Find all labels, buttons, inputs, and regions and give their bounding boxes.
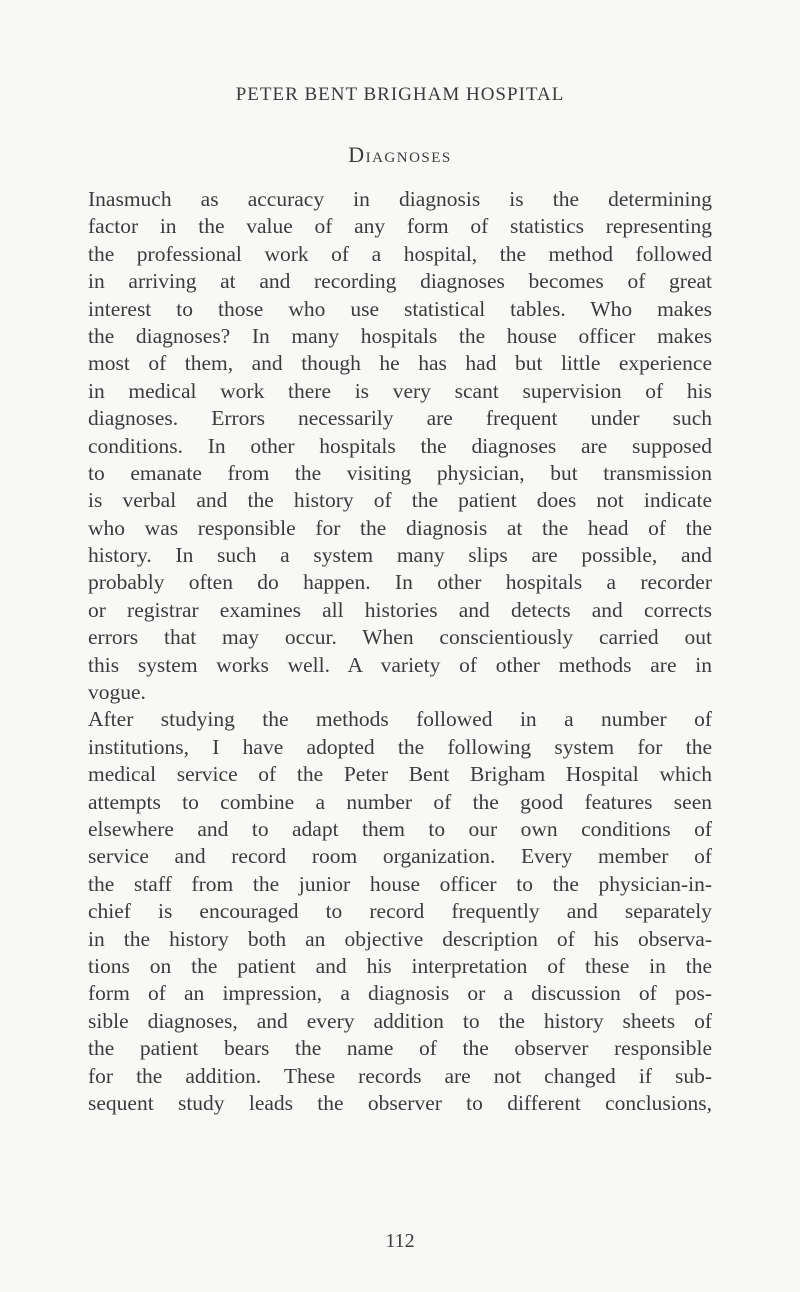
- text-line: After studying the methods followed in a number of: [88, 707, 712, 732]
- text-line: most of them, and though he has had but little experience: [88, 351, 712, 376]
- text-line: in arriving at and recording diagnoses becomes of great: [88, 269, 712, 294]
- text-line: in the history both an objective description of his observa-: [88, 926, 712, 951]
- text-line: is verbal and the history of the patient does not indicate: [88, 488, 712, 513]
- text-line: probably often do happen. In other hospitals a recorder: [88, 570, 712, 595]
- text-line: form of an impression, a diagnosis or a discussion of pos-: [88, 981, 712, 1006]
- text-line: for the addition. These records are not changed if sub-: [88, 1063, 712, 1088]
- text-line: this system works well. A variety of other methods are in: [88, 652, 712, 677]
- text-line: who was responsible for the diagnosis at the head of the: [88, 515, 712, 540]
- text-line: attempts to combine a number of the good features seen: [88, 789, 712, 814]
- text-line: errors that may occur. When conscientiously carried out: [88, 625, 712, 650]
- section-title: Diagnoses: [348, 142, 452, 167]
- text-line: interest to those who use statistical tables. Who makes: [88, 296, 712, 321]
- text-line: sequent study leads the observer to different conclusions,: [88, 1090, 712, 1115]
- text-line: the staff from the junior house officer to the physician-in-: [88, 871, 712, 896]
- text-line: factor in the value of any form of statistics representing: [88, 214, 712, 239]
- text-line: Inasmuch as accuracy in diagnosis is the determining: [88, 187, 712, 211]
- body-text: [88, 186, 712, 1117]
- text-line: elsewhere and to adapt them to our own conditions of: [88, 816, 712, 841]
- text-line: service and record room organization. Every member of: [88, 844, 712, 869]
- text-line: vogue.: [88, 680, 146, 705]
- text-line: tions on the patient and his interpretation of these in the: [88, 953, 712, 978]
- text-line: medical service of the Peter Bent Brigham Hospital which: [88, 762, 712, 787]
- page-number: 112: [385, 1230, 415, 1252]
- text-line: history. In such a system many slips are possible, and: [88, 543, 712, 568]
- text-line: in medical work there is very scant supervision of his: [88, 378, 712, 403]
- text-line: chief is encouraged to record frequently and separately: [88, 899, 712, 924]
- text-line: the patient bears the name of the observer responsible: [88, 1036, 712, 1061]
- text-line: the diagnoses? In many hospitals the house officer makes: [88, 323, 712, 348]
- text-line: to emanate from the visiting physician, but transmission: [88, 460, 712, 485]
- text-line: conditions. In other hospitals the diagnoses are supposed: [88, 433, 712, 458]
- text-line: sible diagnoses, and every addition to the history sheets of: [88, 1008, 712, 1033]
- text-line: institutions, I have adopted the following system for the: [88, 734, 712, 759]
- text-line: the professional work of a hospital, the method followed: [88, 241, 712, 266]
- running-head: PETER BENT BRIGHAM HOSPITAL: [235, 84, 565, 105]
- text-line: diagnoses. Errors necessarily are frequent under such: [88, 406, 712, 431]
- text-line: or registrar examines all histories and detects and corrects: [88, 597, 712, 622]
